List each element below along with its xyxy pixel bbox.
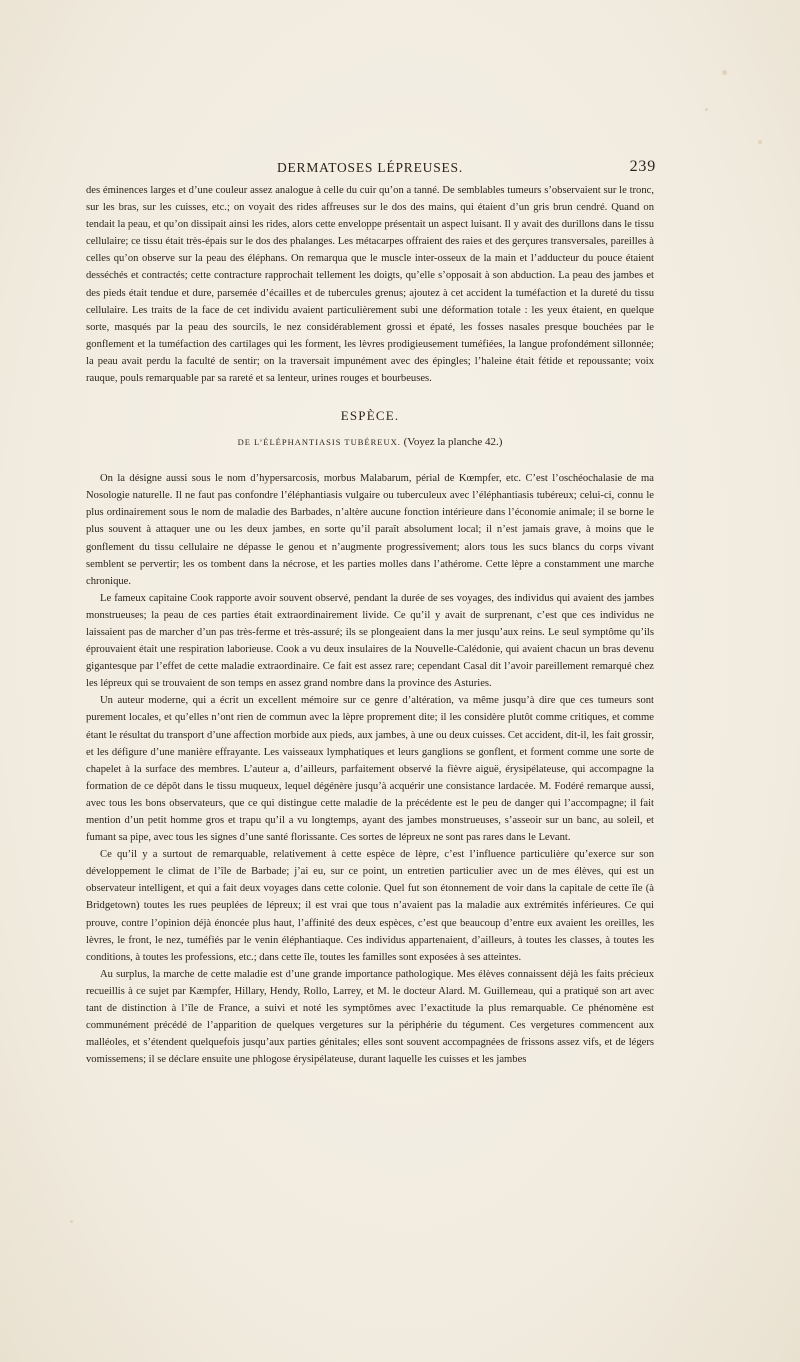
foxing-spot — [70, 1220, 73, 1223]
paragraph: Le fameux capitaine Cook rapporte avoir souvent observé, pendant la durée de ses voyages, des individus qui avaient des jambes monstrueuses; la peau de ces parties était extraordinairement livide. Ce qu’il y avait de surprenant, c’est que ces individus ne laissaient pas de marcher d’un pas très-ferme et très-assuré; ils se plongeaient dans la mer jusqu’aux reins. Le seul symptôme qu’ils éprouvaient était une respiration laborieuse. Cook a vu deux insulaires de la Nouvelle-Calédonie, qui avaient chacun un bras devenu gigantesque par l’effet de cette maladie extraordinaire. Ce fait est assez rare; cependant Casal dit l’avoir pareillement remarqué chez les lépreux qui se trouvaient de son temps en assez grand nombre dans la province des Asturies. — [86, 592, 654, 690]
page-number: 239 — [629, 158, 656, 175]
paragraph: Ce qu’il y a surtout de remarquable, relativement à cette espèce de lèpre, c’est l’influence particulière qu’exerce sur son développement le climat de l’île de Barbade; j’ai eu, sur ce point, un entretien particulier avec un de mes élèves, qui est un observateur intelligent, et qui a fait deux voyages dans cette colonie. Quel fut son étonnement de voir dans la capitale de cette île (à Bridgetown) toutes les rues peuplées de lépreux; il est vrai que tous n’avaient pas la maladie aux extrémités inférieures. Ce qui prouve, contre l’opinion déjà énoncée plus haut, l’affinité des deux espèces, c’est que beaucoup d’entre eux avaient les oreilles, les lèvres, le front, le nez, tuméfiés par le venin éléphantiaque. Ces individus appartenaient, d’ailleurs, à toutes les classes, à toutes les conditions, à toutes les professions, etc.; dans cette île, toutes les familles sont exposées à ses atteintes. — [86, 849, 654, 963]
subtitle-plate-reference: (Voyez la planche 42.) — [403, 436, 503, 449]
page-content — [86, 160, 654, 1068]
section-title: ESPÈCE. — [340, 408, 400, 424]
paragraph: On la désigne aussi sous le nom d’hypersarcosis, morbus Malabarum, périal de Kœmpfer, etc. C’est l’oschéochalasie de ma Nosologie naturelle. Il ne faut pas confondre l’éléphantiasis vulgaire ou tuberculeux avec l’éléphantiasis tubéreux; celui-ci, connu le plus ordinairement sous le nom de maladie des Barbades, n’altère aucune fonction intérieure dans l’économie animale; il se borne le plus souvent à attaquer une ou les deux jambes, en sorte qu’il paraît absolument local; il n’est jamais grave, à moins que le gonflement du tissu cellulaire ne dépasse le genou et n’augmente progressivement; alors tous les sucs blancs du corps vivant semblent se pervertir; les os tombent dans la nécrose, et les parties molles dans l’athérome. Cette lèpre a constamment une marche chronique. — [86, 473, 654, 587]
foxing-spot — [758, 140, 762, 144]
foxing-spot — [705, 108, 708, 111]
foxing-spot — [722, 70, 727, 75]
paragraph: des éminences larges et d’une couleur assez analogue à celle du cuir qu’on a tanné. De semblables tumeurs s’observaient sur le tronc, sur les bras, sur les cuisses, etc.; on voyait des rides affreuses sur le dos des mains, qui étaient d’un gris brun cendré. Quand on tendait la peau, et qu’on dissipait ainsi les rides, alors cette enveloppe présentait un aspect luisant. Il y avait des durillons dans le tissu cellulaire; ce tissu était très-épais sur le dos des phalanges. Les métacarpes offraient des raies et des gerçures transversales, pareilles à celles qu’on observe sur la peau des éléphans. On remarqua que le muscle inter-osseux de la main et l’adducteur du pouce étaient desséchés et contractés; cette contracture rapprochait tellement les doigts, qu’elle s’opposait à son abduction. La peau des jambes et des pieds était tendue et dure, parsemée d’écailles et de tubercules grenus; ajoutez à cet accident la tuméfaction et la dureté du tissu cellulaire. Les traits de la face de cet individu avaient particulièrement subi une déformation totale : les yeux étaient, en quelque sorte, masqués par la peau des sourcils, le nez considérablement grossi et épaté, les fosses nasales presque bouchées par le gonflement et la tuméfaction des cartilages qui les forment, les lèvres prodigieusement tuméfiées, la langue profondément sillonnée; la peau avait perdu la faculté de sentir; on la traversait impunément avec des épingles; l’haleine était fétide et repoussante; voix rauque, pouls remarquable par sa rareté et sa lenteur, urines rouges et bourbeuses. — [86, 185, 654, 385]
subtitle-species-name: DE L’ÉLÉPHANTIASIS TUBÉREUX. — [237, 437, 401, 448]
running-title: DERMATOSES LÉPREUSES. — [276, 160, 464, 175]
paragraph: Au surplus, la marche de cette maladie est d’une grande importance pathologique. Mes élèves connaissent déjà les faits précieux recueillis à ce sujet par Kæmpfer, Hillary, Hendy, Rollo, Larrey, et M. le docteur Alard. M. Guillemeau, qui a pratiqué son art avec tant de distinction à l’île de France, a suivi et noté les symptômes avec l’exactitude la plus remarquable. Ce phénomène est communément précédé de l’apparition de quelques vergetures sur la périphérie du tégument. Ces vergetures commencent aux malléoles, et s’étendent quelquefois jusqu’aux parties génitales; elles sont souvent accompagnées de frissons assez vifs, et de légers vomissemens; il se déclare ensuite une phlogose érysipélateuse, durant laquelle les cuisses et les jambes — [86, 968, 654, 1066]
section-subtitle — [86, 436, 654, 448]
running-head — [86, 160, 654, 182]
paragraph: Un auteur moderne, qui a écrit un excellent mémoire sur ce genre d’altération, va même jusqu’à dire que ces tumeurs sont purement locales, et qu’elles n’ont rien de commun avec la lèpre proprement dite; il les considère plutôt comme critiques, et comme étant le résultat du transport d’une affection morbide aux pieds, aux jambes, à une ou deux cuisses. Cet accident, dit-il, les fait grossir, et les défigure d’une manière effrayante. Les vaisseaux lymphatiques et leurs ganglions se gonflent, et forment comme une sorte de chapelet à la surface des membres. L’auteur a, d’ailleurs, parfaitement observé la fièvre aiguë, érysipélateuse, qui accompagne la formation de ce dépôt dans le tissu muqueux, lequel dégénère jusqu’à acquérir une consistance lardacée. M. Fodéré remarque aussi, avec tous les bons observateurs, que ce qui distingue cette maladie de la précédente est le peu de danger qui l’accompagne; il fait mention d’un petit homme gros et trapu qu’il a vu longtemps, ayant des jambes monstrueuses, s’asseoir sur un banc, au soleil, et fumant sa pipe, avec tous les signes d’une santé florissante. Ces sortes de lépreux ne sont pas rares dans le Levant. — [86, 695, 654, 844]
